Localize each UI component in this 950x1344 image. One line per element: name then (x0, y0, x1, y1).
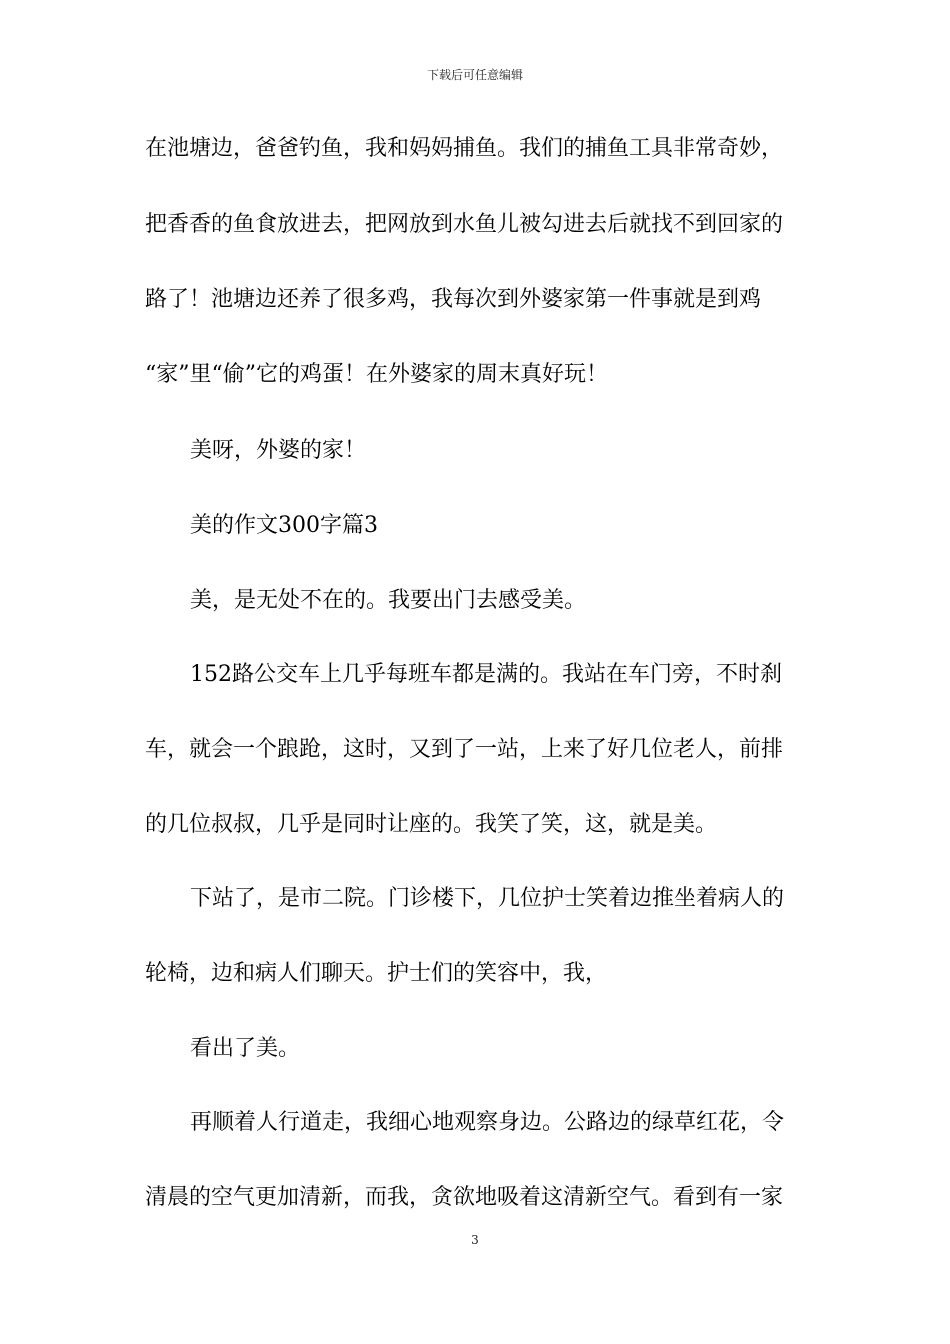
page-header: 下载后可任意编辑 (426, 68, 523, 82)
text-line: 清晨的空气更加清新，而我，贪欲地吸着这清新空气。看到有一家 (145, 1185, 784, 1210)
text-line: 路了！池塘边还养了很多鸡，我每次到外婆家第一件事就是到鸡 (145, 287, 762, 312)
text-line: 看出了美。 (190, 1036, 301, 1061)
text-line: 美，是无处不在的。我要出门去感受美。 (190, 588, 587, 613)
text-line: 美呀，外婆的家！ (190, 438, 367, 463)
page-number: 3 (471, 1233, 479, 1247)
text-line: 轮椅，边和病人们聊天。护士们的笑容中，我， (145, 961, 608, 986)
text-line: 再顺着人行道走，我细心地观察身边。公路边的绿草红花，令 (190, 1110, 785, 1135)
text-line: 下站了，是市二院。门诊楼下，几位护士笑着边推坐着病人的 (190, 886, 785, 911)
text-line: 的几位叔叔，几乎是同时让座的。我笑了笑，这，就是美。 (145, 812, 718, 837)
text-line: 车，就会一个踉跄，这时，又到了一站，上来了好几位老人，前排 (145, 737, 784, 762)
text-line: 在池塘边，爸爸钓鱼，我和妈妈捕鱼。我们的捕鱼工具非常奇妙， (145, 136, 784, 161)
text-line: 把香香的鱼食放进去，把网放到水鱼儿被勾进去后就找不到回家的 (145, 212, 784, 237)
text-line: “家”里“偷”它的鸡蛋！在外婆家的周末真好玩！ (145, 362, 608, 387)
text-line: 152路公交车上几乎每班车都是满的。我站在车门旁，不时刹 (190, 662, 782, 687)
section-heading: 美的作文300字篇3 (190, 513, 378, 538)
